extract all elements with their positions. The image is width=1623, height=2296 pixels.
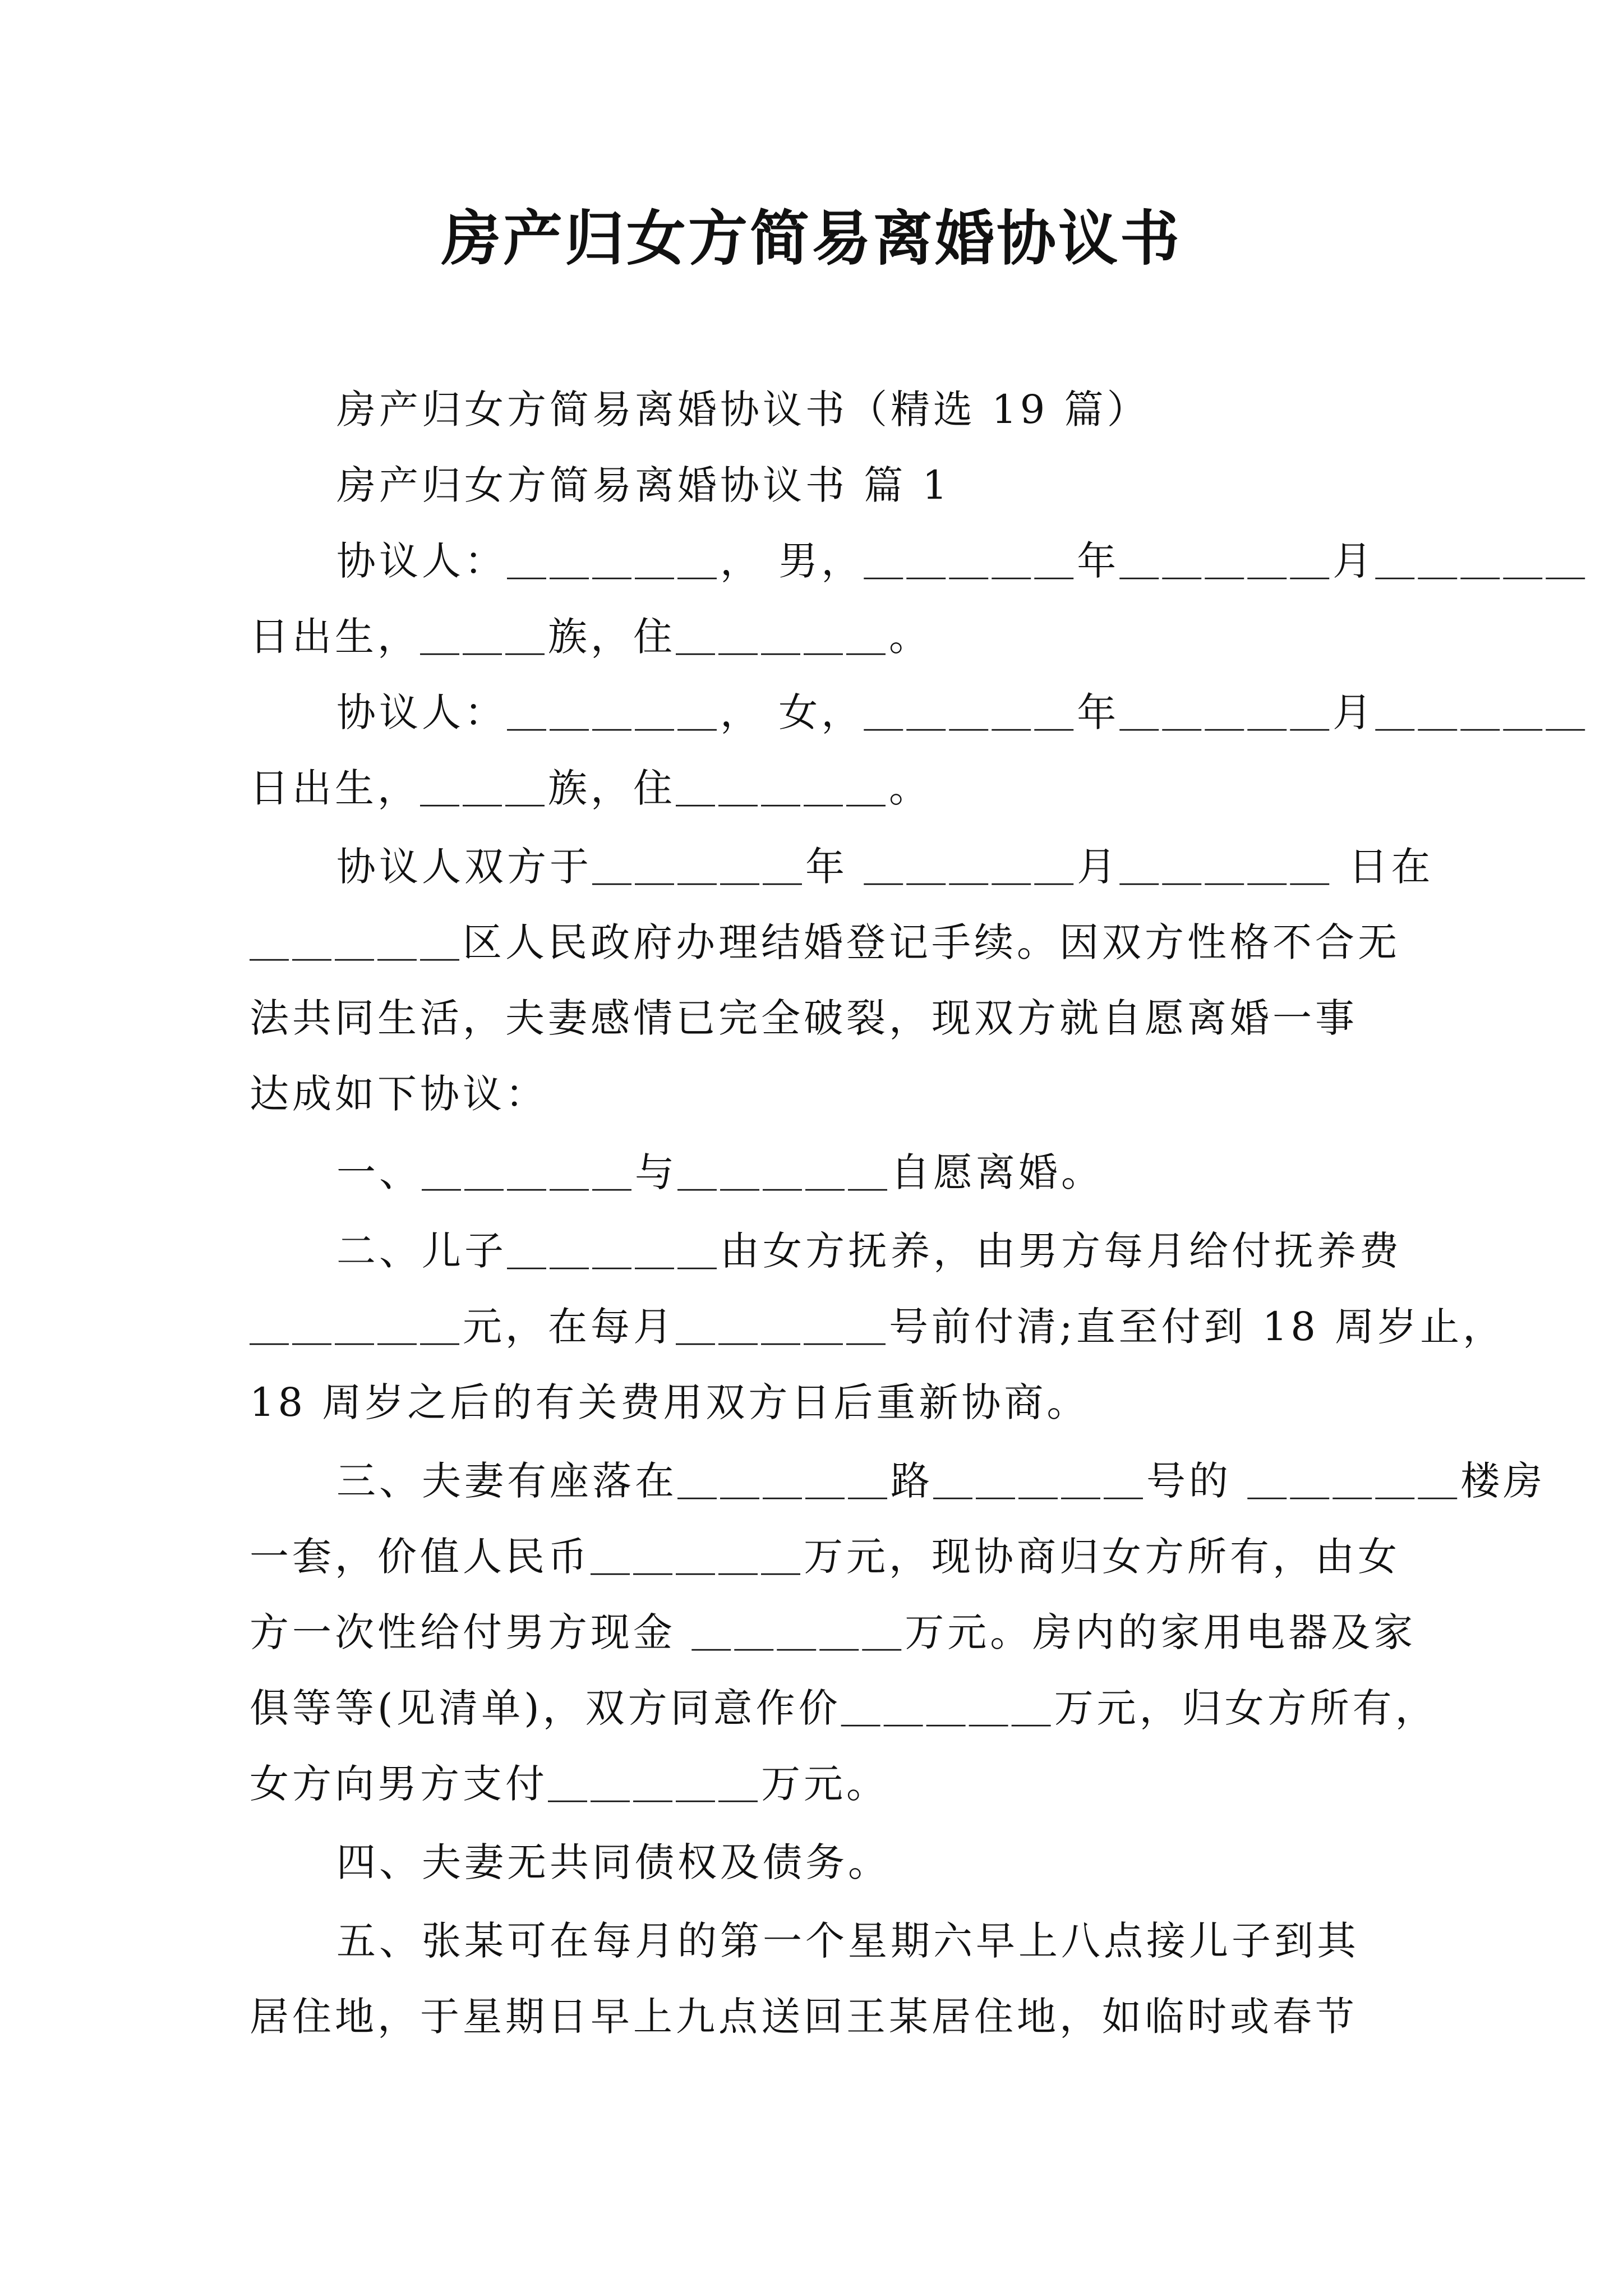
document-title: 房产归女方简易离婚协议书 [441, 203, 1182, 273]
clause-line: 二、儿子＿＿＿＿＿由女方抚养，由男方每月给付抚养费 [336, 1228, 1402, 1274]
paragraph-line: 协议人：＿＿＿＿＿， 女，＿＿＿＿＿年＿＿＿＿＿月＿＿＿＿＿ [336, 689, 1589, 735]
paragraph-line: 协议人双方于＿＿＿＿＿年 ＿＿＿＿＿月＿＿＿＿＿ 日在 [336, 844, 1434, 890]
clause-line: 四、夫妻无共同债权及债务。 [336, 1839, 891, 1885]
paragraph-line: 日出生，＿＿＿族，住＿＿＿＿＿。 [250, 765, 932, 811]
clause-line: 俱等等(见清单)，双方同意作价＿＿＿＿＿万元，归女方所有， [250, 1685, 1438, 1731]
paragraph-line: ＿＿＿＿＿区人民政府办理结婚登记手续。因双方性格不合无 [250, 919, 1400, 965]
clause-line: 一、＿＿＿＿＿与＿＿＿＿＿自愿离婚。 [336, 1149, 1104, 1195]
clause-line: 女方向男方支付＿＿＿＿＿万元。 [250, 1761, 889, 1807]
paragraph-line: 法共同生活，夫妻感情已完全破裂，现双方就自愿离婚一事 [250, 995, 1358, 1041]
section-heading: 房产归女方简易离婚协议书 篇 1 [336, 462, 951, 508]
clause-line: 五、张某可在每月的第一个星期六早上八点接儿子到其 [336, 1918, 1359, 1964]
clause-line: ＿＿＿＿＿元，在每月＿＿＿＿＿号前付清;直至付到 18 周岁止， [250, 1304, 1506, 1350]
paragraph-line: 达成如下协议： [250, 1071, 548, 1117]
paragraph-line: 协议人：＿＿＿＿＿， 男，＿＿＿＿＿年＿＿＿＿＿月＿＿＿＿＿ [336, 538, 1589, 584]
paragraph-line: 日出生，＿＿＿族，住＿＿＿＿＿。 [250, 614, 932, 660]
clause-line: 一套，价值人民币＿＿＿＿＿万元，现协商归女方所有，由女 [250, 1534, 1400, 1580]
clause-line: 18 周岁之后的有关费用双方日后重新协商。 [250, 1379, 1090, 1425]
subtitle-line: 房产归女方简易离婚协议书（精选 19 篇） [336, 386, 1150, 432]
clause-line: 三、夫妻有座落在＿＿＿＿＿路＿＿＿＿＿号的 ＿＿＿＿＿楼房 [336, 1458, 1546, 1504]
clause-line: 方一次性给付男方现金 ＿＿＿＿＿万元。房内的家用电器及家 [250, 1609, 1417, 1655]
clause-line: 居住地，于星期日早上九点送回王某居住地，如临时或春节 [250, 1994, 1358, 2040]
